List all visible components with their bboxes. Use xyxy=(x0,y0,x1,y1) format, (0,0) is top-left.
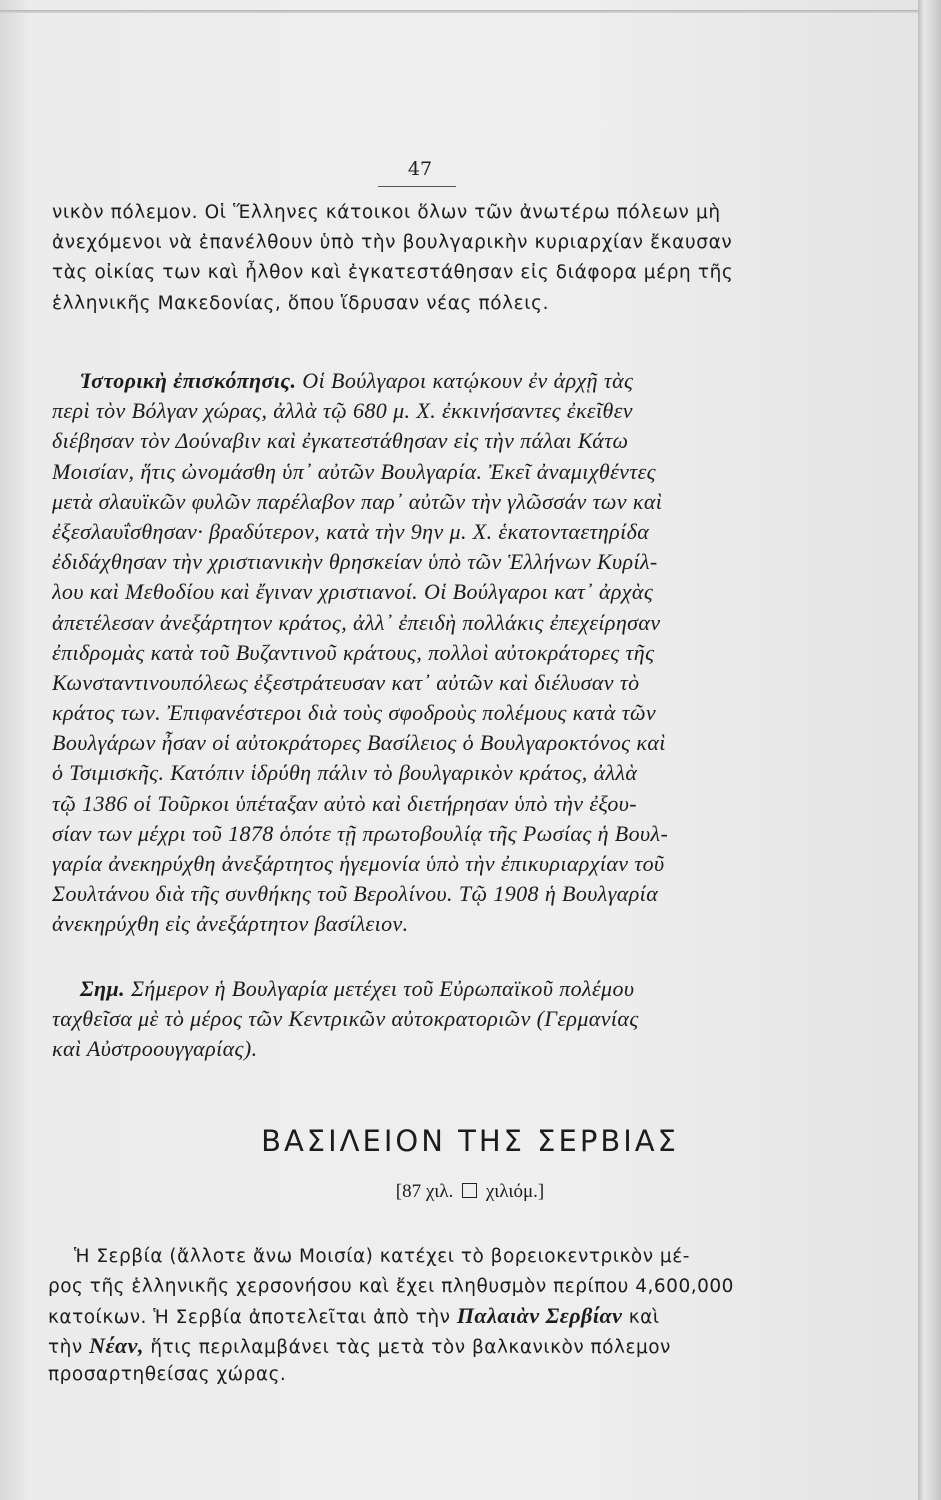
page-number: 47 xyxy=(407,158,433,180)
history-paragraph xyxy=(52,366,792,940)
text-line: προσαρτηθείσας χώρας. xyxy=(48,1364,287,1386)
page-number-rule xyxy=(378,186,456,187)
text-line: Μοισίαν, ἥτις ὠνομάσθη ὑπ᾽ αὐτῶν Βουλγαρία. Ἐκεῖ ἀναμιχθέντες xyxy=(52,458,656,484)
text-line: ρος τῆς ἑλληνικῆς χερσονήσου καὶ ἔχει πληθυσμὸν περίπου 4,600,000 xyxy=(48,1275,734,1297)
section-area xyxy=(120,1181,820,1203)
text-line: μετὰ σλαυϊκῶν φυλῶν παρέλαβον παρ᾽ αὐτῶν τὴν γλῶσσάν των καὶ xyxy=(52,488,663,514)
text-line: γαρία ἀνεκηρύχθη ἀνεξάρτητος ἡγεμονία ὑπὸ τὴν ἐπικυριαρχίαν τοῦ xyxy=(52,851,665,876)
text-line: ἐπιδρομὰς κατὰ τοῦ Βυζαντινοῦ κράτους, πολλοὶ αὐτοκράτορες τῆς xyxy=(52,639,655,665)
text-line-content: Ἡ Σερβία (ἄλλοτε ἄνω Μοισία) κατέχει τὸ βορειοκεντρικὸν μέ- xyxy=(74,1246,690,1267)
text-line: ἀπετέλεσαν ἀνεξάρτητον κράτος, ἀλλ᾽ ἐπειδὴ πολλάκις ἐπεχείρησαν xyxy=(52,609,661,635)
text-line: διέβησαν τὸν Δούναβιν καὶ ἐγκατεστάθησαν εἰς τὴν πάλαι Κάτω xyxy=(52,428,629,454)
text-line xyxy=(48,1331,798,1361)
text-line: ἐδιδάχθησαν τὴν χριστιανικὴν θρησκείαν ὑπὸ τῶν Ἑλλήνων Κυρίλ- xyxy=(52,549,658,575)
history-label: Ἱστορικὴ ἐπισκόπησις. xyxy=(80,368,297,393)
stacked-pages-edge xyxy=(918,0,941,1500)
text-line xyxy=(48,1301,798,1331)
text-line: κράτος των. Ἐπιφανέστεροι διὰ τοὺς σφοδροὺς πολέμους κατὰ τῶν xyxy=(52,700,657,726)
note-first-line xyxy=(52,974,792,1004)
text-line: ἑλληνικῆς Μακεδονίας, ὅπου ἵδρυσαν νέας πόλεις. xyxy=(52,292,550,314)
text-line: σίαν των μέχρι τοῦ 1878 ὁπότε τῇ πρωτοβουλίᾳ τῆς Ρωσίας ἡ Βουλ- xyxy=(52,820,669,846)
text-line: καὶ Αὐστροουγγαρίας). xyxy=(52,1036,258,1062)
note-label: Σημ. xyxy=(80,976,126,1001)
text-line: λου καὶ Μεθοδίου καὶ ἔγιναν χριστιανοί. Οἱ Βούλγαροι κατ᾽ ἀρχὰς xyxy=(52,579,654,605)
text-line: περὶ τὸν Βόλγαν χώρας, ἀλλὰ τῷ 680 μ. Χ. ἐκκινήσαντες ἐκεῖθεν xyxy=(52,398,633,424)
serbia-paragraph xyxy=(48,1242,798,1390)
text-segment: καὶ xyxy=(628,1307,660,1329)
emphasis-new-serbia: Νέαν, xyxy=(89,1332,144,1358)
text-line: νικὸν πόλεμον. Οἱ Ἕλληνες κάτοικοι ὅλων τῶν ἀνωτέρω πόλεων μὴ xyxy=(52,202,721,223)
emphasis-old-serbia: Παλαιὰν Σερβίαν xyxy=(456,1303,623,1329)
square-symbol-icon xyxy=(462,1183,477,1198)
text-line: τῷ 1386 οἱ Τοῦρκοι ὑπέταξαν αὐτὸ καὶ διετήρησαν ὑπὸ τὴν ἐξου- xyxy=(52,790,637,816)
text-line: τὰς οἰκίας των καὶ ἦλθον καὶ ἐγκατεστάθησαν εἰς διάφορα μέρη τῆς xyxy=(52,262,734,284)
text-line-rest: Οἱ Βούλγαροι κατῴκουν ἐν ἀρχῇ τὰς xyxy=(302,368,634,393)
top-edge xyxy=(0,10,918,13)
area-suffix: χιλιόμ.] xyxy=(485,1181,545,1202)
text-segment: κατοίκων. Ἡ Σερβία ἀποτελεῖται ἀπὸ τὴν xyxy=(48,1307,451,1329)
text-line-rest: Σήμερον ἡ Βουλγαρία μετέχει τοῦ Εὐρωπαϊκοῦ πολέμου xyxy=(130,976,635,1001)
history-first-line xyxy=(52,366,792,396)
text-line: Σουλτάνου διὰ τῆς συνθήκης τοῦ Βερολίνου. Τῷ 1908 ἡ Βουλγαρία xyxy=(52,881,659,907)
text-line: Κωνσταντινουπόλεως ἐξεστράτευσαν κατ᾽ αὐτῶν καὶ διέλυσαν τὸ xyxy=(52,669,640,695)
text-line: Βουλγάρων ἦσαν οἱ αὐτοκράτορες Βασίλειος ὁ Βουλγαροκτόνος καὶ xyxy=(52,730,666,756)
text-line: ἀνεχόμενοι νὰ ἐπανέλθουν ὑπὸ τὴν βουλγαρικὴν κυριαρχίαν ἔκαυσαν xyxy=(52,232,733,254)
section-title: ΒΑΣΙΛΕΙΟΝ ΤΗΣ ΣΕΡΒΙΑΣ xyxy=(261,1124,679,1158)
text-line xyxy=(48,1242,798,1272)
text-line: ταχθεῖσα μὲ τὸ μέρος τῶν Κεντρικῶν αὐτοκρατοριῶν (Γερμανίας xyxy=(52,1006,639,1032)
text-line: ἀνεκηρύχθη εἰς ἀνεξάρτητον βασίλειον. xyxy=(52,911,409,937)
text-line: ὁ Τσιμισκῆς. Κατόπιν ἱδρύθη πάλιν τὸ βουλγαρικὸν κράτος, ἀλλὰ xyxy=(52,760,638,786)
area-prefix: [87 χιλ. xyxy=(395,1181,454,1202)
text-segment: τὴν xyxy=(48,1336,83,1358)
note-paragraph xyxy=(52,974,792,1065)
text-segment: ἥτις περιλαμβάνει τὰς μετὰ τὸν βαλκανικὸν πόλεμον xyxy=(150,1336,671,1358)
text-line: ἐξεσλαυΐσθησαν· βραδύτερον, κατὰ τὴν 9ην μ. Χ. ἑκατονταετηρίδα xyxy=(52,518,650,544)
opening-paragraph xyxy=(52,198,792,319)
